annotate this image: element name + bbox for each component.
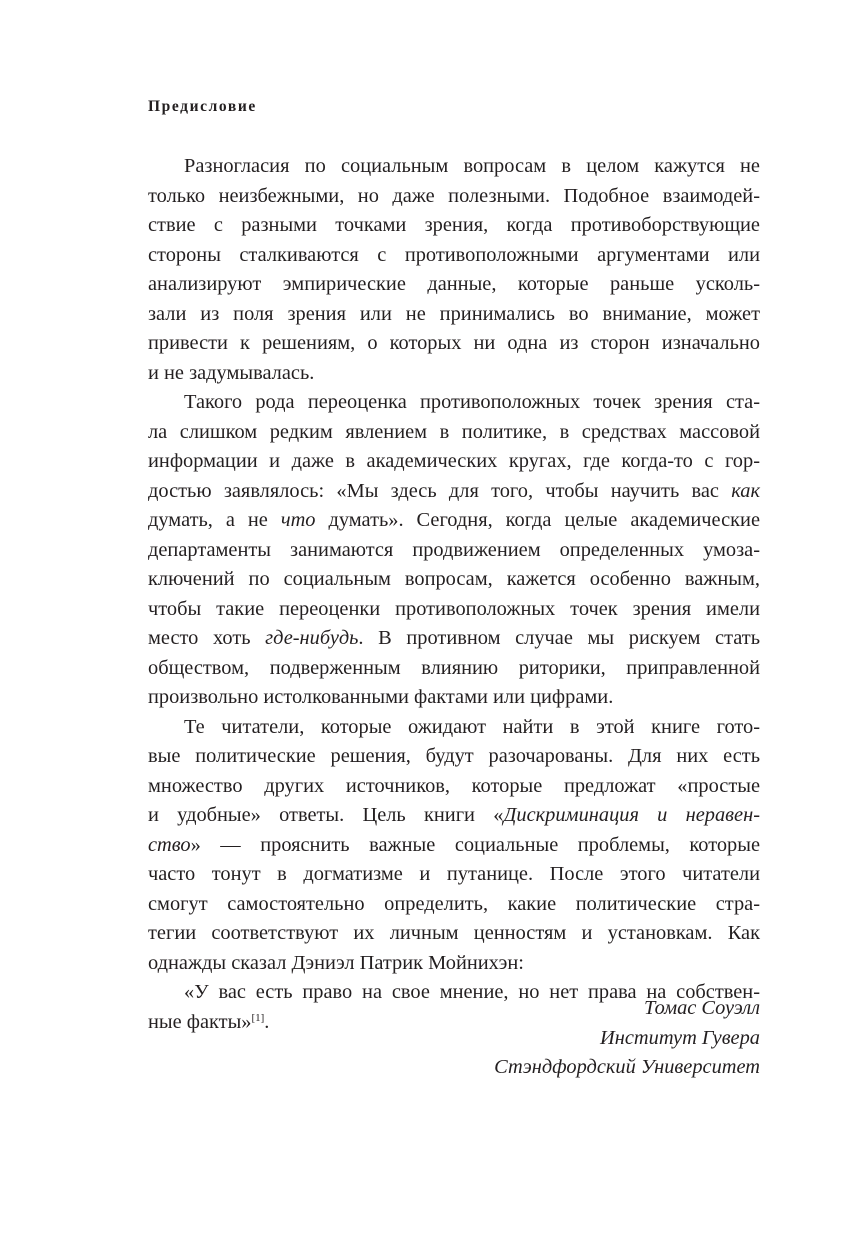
author-name: Томас Соуэлл — [644, 997, 760, 1019]
italic-text: ство — [148, 833, 191, 856]
text-line — [148, 595, 760, 625]
paragraph — [148, 152, 760, 388]
text-run: вые политические решения, будут разочарованы. Для них есть — [148, 745, 760, 767]
author-university: Стэндфордский Университет — [494, 1056, 760, 1078]
text-run: информации и даже в академических кругах, где когда-то с гор- — [148, 450, 760, 472]
text-run: ные факты» — [148, 1010, 252, 1033]
text-run: обществом, подверженным влиянию риторики, приправленной — [148, 656, 760, 679]
text-run: чтобы такие переоценки противоположных точек зрения имели — [148, 597, 760, 620]
text-line — [148, 831, 760, 861]
italic-text: как — [731, 479, 760, 502]
paragraph — [148, 388, 760, 713]
text-line — [148, 536, 760, 566]
text-run: ключений по социальным вопросам, кажется особенно важным, — [148, 568, 760, 590]
text-run: только неизбежными, но даже полезными. Подобное взаимодей- — [148, 184, 760, 207]
signature-block — [494, 994, 760, 1083]
text-line — [148, 713, 760, 743]
text-run: однажды сказал Дэниэл Патрик Мойнихэн: — [148, 951, 524, 974]
text-run: Разногласия по социальным вопросам в целом кажутся не — [184, 155, 760, 177]
text-run: достью заявлялось: «Мы здесь для того, чтобы научить вас — [148, 479, 732, 502]
text-line — [148, 182, 760, 212]
text-run: тегии соответствуют их личным ценностям и установкам. Как — [148, 922, 760, 944]
text-line — [148, 624, 760, 654]
text-line — [148, 860, 760, 890]
text-line — [148, 418, 760, 448]
text-line — [148, 447, 760, 477]
text-run: » — прояснить важные социальные проблемы, которые — [190, 833, 760, 856]
text-run: «У вас есть право на свое мнение, но нет права на собствен- — [184, 981, 760, 1003]
text-line — [148, 477, 760, 507]
text-run: привести к решениям, о которых ни одна из сторон изначально — [148, 332, 760, 354]
text-run: . В противном случае мы рискуем стать — [358, 627, 760, 649]
text-line — [148, 270, 760, 300]
text-run: думать». Сегодня, когда целые академические — [315, 509, 760, 531]
text-run: часто тонут в догматизме и путанице. После этого читатели — [148, 863, 760, 885]
text-run: зали из поля зрения или не принимались во внимание, может — [148, 302, 760, 325]
text-line — [148, 241, 760, 271]
text-line — [148, 919, 760, 949]
text-line — [148, 949, 760, 979]
italic-text: где-нибудь — [265, 627, 359, 649]
author-institution: Институт Гувера — [600, 1026, 760, 1049]
text-line — [148, 211, 760, 241]
text-run: произвольно истолкованными фактами или цифрами. — [148, 686, 614, 708]
text-run: и не задумывалась. — [148, 361, 315, 384]
text-run: департаменты занимаются продвижением определенных умоза- — [148, 538, 760, 561]
text-line — [148, 300, 760, 330]
text-line — [148, 152, 760, 182]
text-line — [148, 506, 760, 536]
footnote-marker[interactable]: [1] — [251, 1011, 265, 1024]
text-run: Те читатели, которые ожидают найти в этой книге гото- — [184, 715, 760, 738]
text-line — [148, 742, 760, 772]
paragraph — [148, 713, 760, 979]
text-line — [148, 388, 760, 418]
italic-text: что — [280, 509, 316, 531]
text-run: место хоть — [148, 627, 266, 649]
text-run: . — [264, 1010, 270, 1033]
text-line — [148, 683, 760, 713]
text-line — [148, 329, 760, 359]
text-run: думать, а не — [148, 509, 281, 531]
text-run: анализируют эмпирические данные, которые раньше усколь- — [148, 273, 760, 295]
text-run: множество других источников, которые предложат «простые — [148, 774, 760, 797]
text-run: и удобные» ответы. Цель книги « — [148, 804, 504, 826]
text-line — [148, 565, 760, 595]
text-line — [148, 359, 760, 389]
text-line — [148, 801, 760, 831]
text-run: ствие с разными точками зрения, когда противоборствующие — [148, 214, 760, 236]
preface-body — [148, 152, 760, 1037]
text-run: смогут самостоятельно определить, какие политические стра- — [148, 892, 760, 915]
text-line — [148, 654, 760, 684]
text-run: Такого рода переоценка противоположных точек зрения ста- — [184, 391, 760, 413]
running-head: Предисловие — [148, 98, 257, 115]
text-line — [148, 890, 760, 920]
italic-text: Дискриминация и неравен- — [503, 804, 760, 826]
text-run: ла слишком редким явлением в политике, в средствах массовой — [148, 420, 760, 443]
text-run: стороны сталкиваются с противоположными аргументами или — [148, 243, 760, 266]
text-line — [148, 772, 760, 802]
